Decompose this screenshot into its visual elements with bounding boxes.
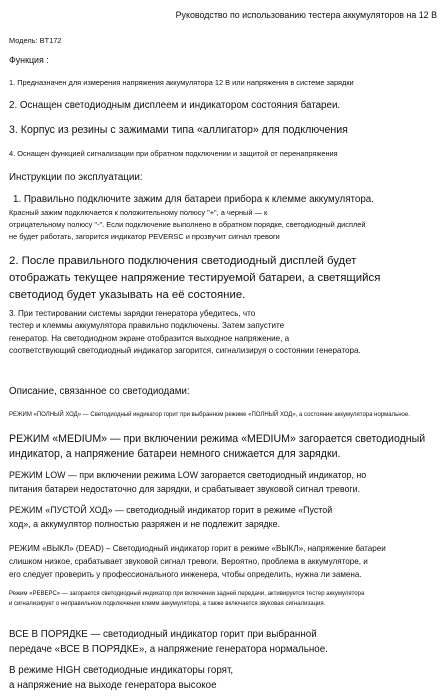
mode-empty-line-2: ход», а аккумулятор полностью разряжен и не подлежит зарядке. [9,519,281,529]
mode-reverse-line-1: Режим «РЕВЕРС» — загорается светодиодный индикатор при включении задней передачи, активируется тестер аккумулятора [9,591,365,597]
step-3-line-2: тестер и клеммы аккумулятора правильно подключены. Затем запустите [9,321,285,330]
step-1-line-3: не будет работать, загорится индикатор PEVERSC и прозвучит сигнал тревоги [9,232,280,241]
mode-off-line-1: РЕЖИМ «ВЫКЛ» (DEAD) – Светодиодный индикатор горит в режиме «ВЫКЛ», напряжение батареи [9,544,386,553]
step-2-line-2: отображать текущее напряжение тестируемой батареи, а светящийся [9,272,381,284]
step-2-line-3: светодиод будет указывать на её состояние. [9,289,246,301]
led-section-heading: Описание, связанное со светодиодами: [9,386,190,397]
high-mode-line-2: а напряжение на выходе генератора высокое [9,680,217,691]
mode-full-text: РЕЖИМ «ПОЛНЫЙ ХОД» — Светодиодный индикатор горит при выбранном режиме «ПОЛНЫЙ ХОД», а состояние аккумулятора нормальное. [9,412,410,418]
function-item-1: 1. Предназначен для измерения напряжения аккумулятора 12 В или напряжения в системе зарядки [9,78,354,87]
instructions-heading: Инструкции по эксплуатации: [9,172,143,183]
step-3-line-1: 3. При тестировании системы зарядки генератора убедитесь, что [9,309,256,318]
step-3-line-4: соответствующий светодиодный индикатор загорится, сигнализируя о состоянии генератора. [9,346,361,355]
step-1-line-2: отрицательному полюсу "-". Если подключение выполнено в обратном порядке, светодиодный дисплей [9,220,366,229]
model-label: Модель: BT172 [9,36,62,45]
high-mode-line-1: В режиме HIGH светодиодные индикаторы горят, [9,665,234,676]
document-title: Руководство по использованию тестера аккумуляторов на 12 В [175,10,437,20]
mode-reverse-line-2: и сигнализирует о неправильном подключении клемм аккумулятора, а также включается звуковая сигнализация. [9,601,326,607]
mode-empty-line-1: РЕЖИМ «ПУСТОЙ ХОД» — светодиодный индикатор горит в режиме «Пустой [9,505,333,515]
mode-low-line-2: питания батареи недостаточно для зарядки, и срабатывает звуковой сигнал тревоги. [9,484,361,494]
step-1-title: 1. Правильно подключите зажим для батареи прибора к клемме аккумулятора. [13,194,374,205]
mode-medium-line-2: индикатор, а напряжение батареи немного снижается для зарядки. [9,448,341,460]
mode-off-line-3: его следует проверить у профессионального инженера, чтобы определить, нужна ли замена. [9,570,362,579]
all-ok-line-1: ВСЕ В ПОРЯДКЕ — светодиодный индикатор горит при выбранной [9,629,317,640]
all-ok-line-2: передаче «ВСЕ В ПОРЯДКЕ», а напряжение генератора нормальное. [9,644,328,655]
mode-low-line-1: РЕЖИМ LOW — при включении режима LOW загорается светодиодный индикатор, но [9,470,367,480]
step-2-line-1: 2. После правильного подключения светодиодный дисплей будет [9,255,357,267]
function-item-3: 3. Корпус из резины с зажимами типа «аллигатор» для подключения [9,124,348,136]
step-3-line-3: генератор. На светодиодном экране отобразится выходное напряжение, а [9,334,290,343]
function-item-2: 2. Оснащен светодиодным дисплеем и индикатором состояния батареи. [9,100,341,111]
function-item-4: 4. Оснащен функцией сигнализации при обратном подключении и защитой от перенапряжения [9,149,338,158]
mode-off-line-2: слишком низкое, срабатывает звуковой сигнал тревоги. Вероятно, проблема в аккумуляторе, и [9,557,368,566]
mode-medium-line-1: РЕЖИМ «MEDIUM» — при включении режима «MEDIUM» загорается светодиодный [9,433,426,445]
step-1-line-1: Красный зажим подключается к положительному полюсу "+", а черный — к [9,208,268,217]
functions-heading: Функция : [9,55,49,65]
